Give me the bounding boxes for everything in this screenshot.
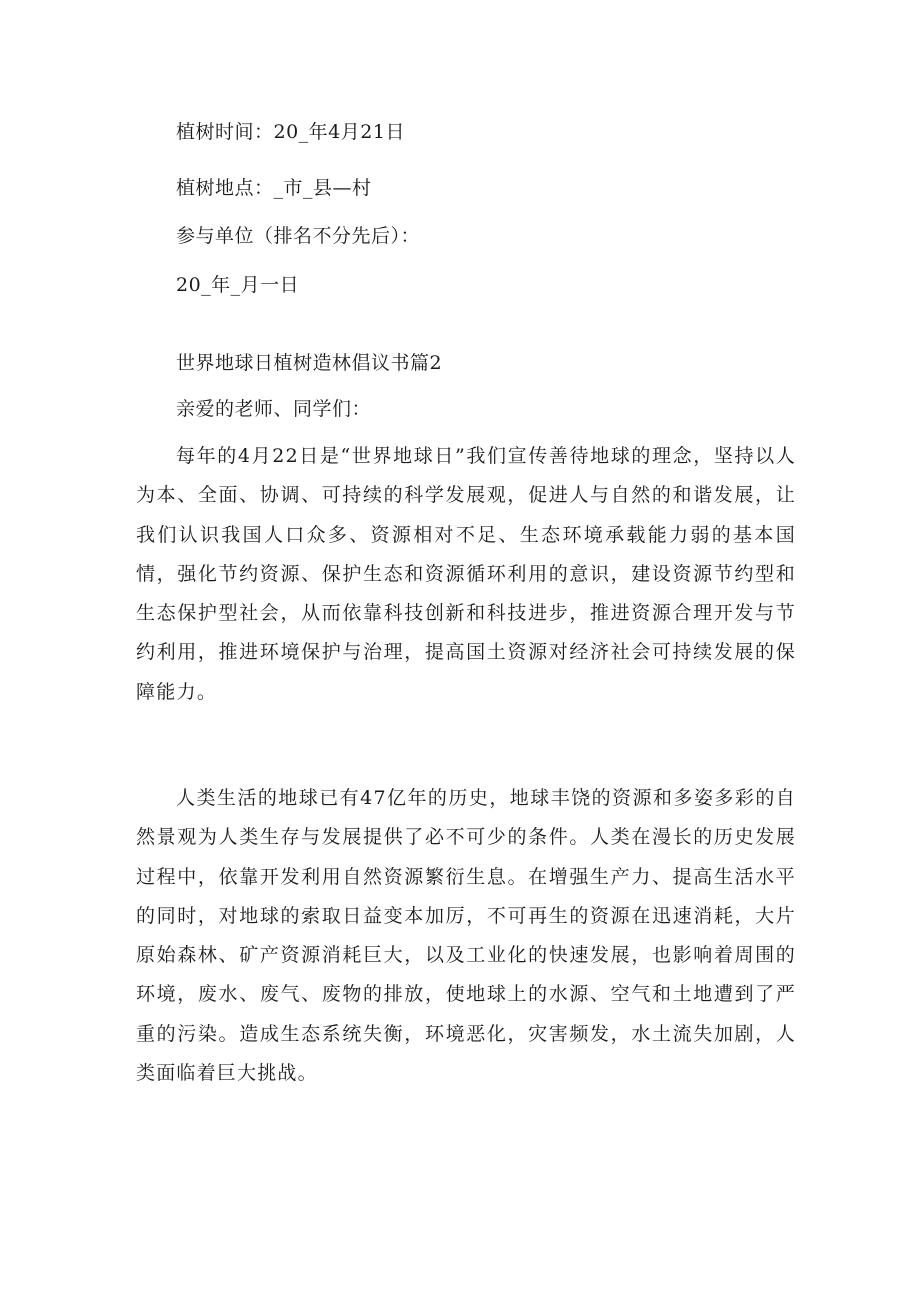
paragraph-2: 人类生活的地球已有47亿年的历史，地球丰饶的资源和多姿多彩的自然景观为人类生存与发展提供了必不可少的条件。人类在漫长的历史发展过程中，依靠开发利用自然资源繁衍生息。在增强生产力、提高生活水平的同时，对地球的索取日益变本加厉，不可再生的资源在迅速消耗，大片原始森林、矿产资源消耗巨大，以及工业化的快速发展，也影响着周围的环境，废水、废气、废物的排放，使地球上的水源、空气和土地遭到了严重的污染。造成生态系统失衡，环境恶化，灾害频发，水土流失加剧，人类面临着巨大挑战。	[136, 787, 796, 1085]
participants-line: 参与单位（排名不分先后）：	[176, 225, 421, 247]
plant-place-line: 植树地点：_市_县—村	[176, 177, 372, 199]
section-title: 世界地球日植树造林倡议书篇2	[176, 352, 443, 374]
date-line: 20_年_月一日	[176, 274, 300, 296]
paragraph-1: 每年的4月22日是“世界地球日”我们宣传善待地球的理念，坚持以人为本、全面、协调、可持续的科学发展观，促进人与自然的和谐发展，让我们认识我国人口众多、资源相对不足、生态环境承载能力弱的基本国情，强化节约资源、保护生态和资源循环利用的意识，建设资源节约型和生态保护型社会，从而依靠科技创新和科技进步，推进资源合理开发与节约利用，推进环境保护与治理，提高国土资源对经济社会可持续发展的保障能力。	[136, 445, 796, 703]
plant-time-line: 植树时间：20_年4月21日	[176, 121, 405, 143]
greeting-line: 亲爱的老师、同学们：	[176, 398, 372, 420]
